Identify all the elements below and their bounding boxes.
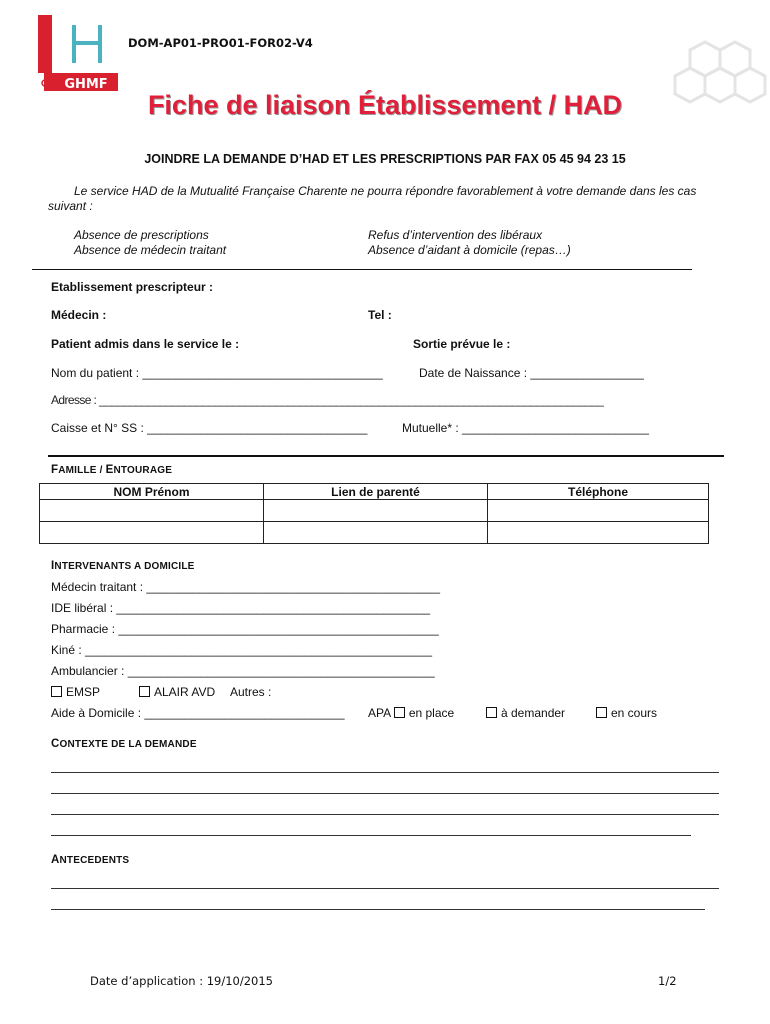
col-lien-parente: Lien de parenté [264,484,488,500]
divider [32,269,692,270]
caisse-field[interactable]: Caisse et N° SS : _________________________________ [51,421,368,435]
contexte-heading: CONTEXTE DE LA DEMANDE [51,738,197,750]
aide-domicile-field[interactable]: Aide à Domicile : ______________________________ [51,706,345,720]
emsp-option[interactable]: EMSP [51,685,100,699]
ambulancier-field[interactable]: Ambulancier : ______________________________________________ [51,664,435,678]
emsp-checkbox[interactable] [51,686,62,697]
cell-lien[interactable] [264,500,488,522]
a-demander-option[interactable]: à demander [486,706,565,720]
contexte-line-2[interactable] [51,793,719,794]
contexte-line-1[interactable] [51,772,719,773]
ide-liberal-field[interactable]: IDE libéral : _______________________________________________ [51,601,431,615]
intro-text: Le service HAD de la Mutualité Française Charente ne pourra répondre favorablement à votre demande dans les cas suivant : [48,184,697,213]
etablissement-label: Etablissement prescripteur : [51,280,214,294]
contexte-line-4[interactable] [51,835,691,836]
case-no-prescription: Absence de prescriptions [74,228,209,242]
cell-lien[interactable] [264,522,488,544]
kine-field[interactable]: Kiné : ____________________________________________________ [51,643,433,657]
col-nom-prenom: NOM Prénom [40,484,264,500]
fax-instruction: JOINDRE LA DEMANDE D’HAD ET LES PRESCRIPTIONS PAR FAX 05 45 94 23 15 [144,152,626,166]
en-cours-option[interactable]: en cours [596,706,657,720]
case-no-aidant: Absence d’aidant à domicile (repas…) [368,243,571,257]
cell-nom[interactable] [40,522,264,544]
page-number: 1/2 [658,974,677,988]
date-naissance-field[interactable]: Date de Naissance : _________________ [419,366,644,380]
table-row [40,500,709,522]
mutuelle-field[interactable]: Mutuelle* : ____________________________ [402,421,649,435]
contexte-line-3[interactable] [51,814,719,815]
col-telephone: Téléphone [488,484,709,500]
case-refus-liberaux: Refus d’intervention des libéraux [368,228,543,242]
famille-heading: FAMILLE / ENTOURAGE [51,464,173,476]
en-cours-checkbox[interactable] [596,707,607,718]
date-application: Date d’application : 19/10/2015 [90,974,274,988]
sortie-label: Sortie prévue le : [413,337,511,351]
patient-admis-label: Patient admis dans le service le : [51,337,240,351]
pharmacie-field[interactable]: Pharmacie : ________________________________________________ [51,622,439,636]
logo-text: GHMF [64,77,108,92]
cell-nom[interactable] [40,500,264,522]
case-no-doctor: Absence de médecin traitant [74,243,227,257]
cell-tel[interactable] [488,500,709,522]
antecedents-line-1[interactable] [51,888,719,889]
alair-checkbox[interactable] [139,686,150,697]
autres-label: Autres : [230,685,272,699]
antecedents-line-2[interactable] [51,909,705,910]
medecin-traitant-field[interactable]: Médecin traitant : ____________________________________________ [51,580,441,594]
adresse-field[interactable]: Adresse : ___________________________________________________________________________________ [51,393,604,407]
alair-option[interactable]: ALAIR AVD [139,685,215,699]
intervenants-heading: INTERVENANTS A DOMICILE [51,560,195,572]
ghmf-logo [38,15,118,93]
en-place-checkbox[interactable] [394,707,405,718]
cell-tel[interactable] [488,522,709,544]
apa-en-place-option[interactable]: APA en place [368,706,455,720]
document-code: DOM-AP01-PRO01-FOR02-V4 [128,36,313,50]
a-demander-checkbox[interactable] [486,707,497,718]
section-divider [48,455,724,457]
tel-label: Tel : [368,308,392,322]
antecedents-heading: ANTECEDENTS [51,854,130,866]
table-row [40,522,709,544]
medecin-label: Médecin : [51,308,107,322]
nom-patient-field[interactable]: Nom du patient : ____________________________________ [51,366,383,380]
page-title: Fiche de liaison Établissement / HAD [147,90,623,120]
famille-table [39,483,709,544]
